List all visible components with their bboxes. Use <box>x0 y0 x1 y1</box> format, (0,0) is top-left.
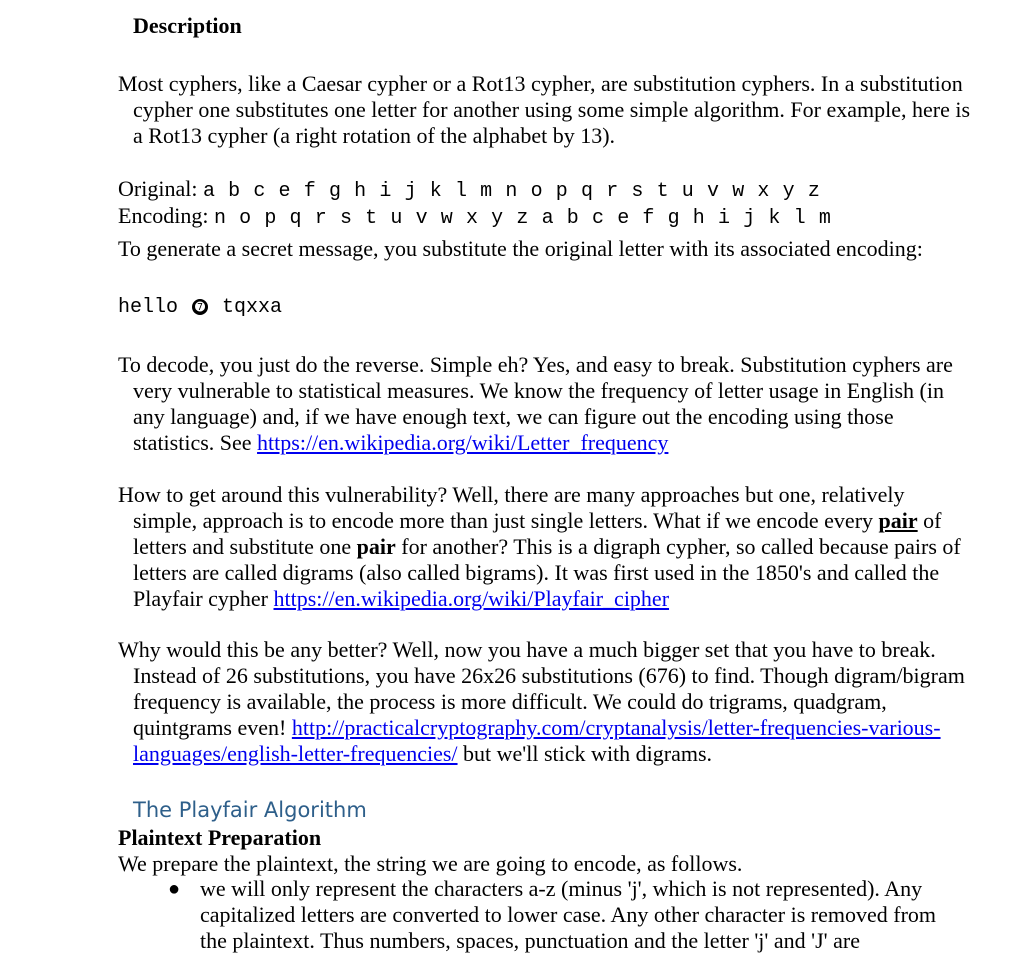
letter-frequency-link[interactable]: https://en.wikipedia.org/wiki/Letter_frequency <box>257 430 669 455</box>
vulnerability-paragraph <box>118 482 973 612</box>
example-line <box>118 295 282 321</box>
decode-paragraph <box>118 352 973 456</box>
playfair-cipher-link[interactable]: https://en.wikipedia.org/wiki/Playfair_cipher <box>273 586 670 611</box>
example-plaintext: hello <box>118 296 179 319</box>
bullet-dot-icon: ● <box>168 878 181 900</box>
better-text: Why would this be any better? Well, now you have a much bigger set that you have to break. Instead of 26 substitutions, you have 26x26 substitutions (676) to find. Though digram/bigram frequency is available, the process is more difficult. We could do trigrams, quadgram, quintgrams even! <box>118 637 965 740</box>
encoding-row <box>118 203 831 232</box>
original-label: Original: <box>118 176 198 201</box>
preparation-intro: We prepare the plaintext, the string we are going to encode, as follows. <box>118 851 743 876</box>
playfair-section-title: The Playfair Algorithm <box>133 798 367 822</box>
example-ciphertext: tqxxa <box>222 296 283 319</box>
generate-paragraph: To generate a secret message, you substitute the original letter with its associated encoding: <box>118 236 923 261</box>
decode-text: To decode, you just do the reverse. Simple eh? Yes, and easy to break. Substitution cyphers are very vulnerable to statistical measures. We know the frequency of letter usage in English (in any language) and, if we have enough text, we can figure out the encoding using those statistics. See <box>118 352 953 455</box>
vulnerability-text-2: of letters and substitute one <box>133 508 942 559</box>
encoding-letters: n o p q r s t u v w x y z a b c e f g h i j k l m <box>213 207 832 230</box>
vulnerability-text-3: for another? This is a digraph cypher, so called because pairs of letters are called digrams (also called bigrams). It was first used in the 1850's and called the Playfair cypher <box>133 534 961 611</box>
pair-emphasis-2: pair <box>356 534 396 559</box>
pair-emphasis-1: pair <box>878 508 918 533</box>
bullet-text: we will only represent the characters a-z (minus 'j', which is not represented). Any capitalized letters are converted to lower case. Any other character is removed from the plaintext. Thus numbers, spaces, punctuation and the letter 'j' and 'J' are <box>200 876 937 953</box>
encoding-label: Encoding: <box>118 203 209 228</box>
original-letters: a b c e f g h i j k l m n o p q r s t u v w x y z <box>202 180 821 203</box>
intro-paragraph: Most cyphers, like a Caesar cypher or a Rot13 cypher, are substitution cyphers. In a substitution cypher one substitutes one letter for another using some simple algorithm. For example, here is a Rot13 cypher (a right rotation of the alphabet by 13). <box>118 71 971 148</box>
original-row <box>118 176 820 205</box>
better-tail: but we'll stick with digrams. <box>463 741 713 766</box>
plaintext-preparation-heading: Plaintext Preparation <box>118 825 322 850</box>
better-paragraph <box>118 637 973 767</box>
vulnerability-text-1: How to get around this vulnerability? Well, there are many approaches but one, relatively simple, approach is to encode more than just single letters. What if we encode every <box>118 482 905 533</box>
description-heading: Description <box>133 13 242 38</box>
arrow-icon: ➐ <box>192 299 208 315</box>
practical-cryptography-link[interactable]: http://practicalcryptography.com/cryptanalysis/letter-frequencies-various-languages/english-letter-frequencies/ <box>133 715 941 766</box>
